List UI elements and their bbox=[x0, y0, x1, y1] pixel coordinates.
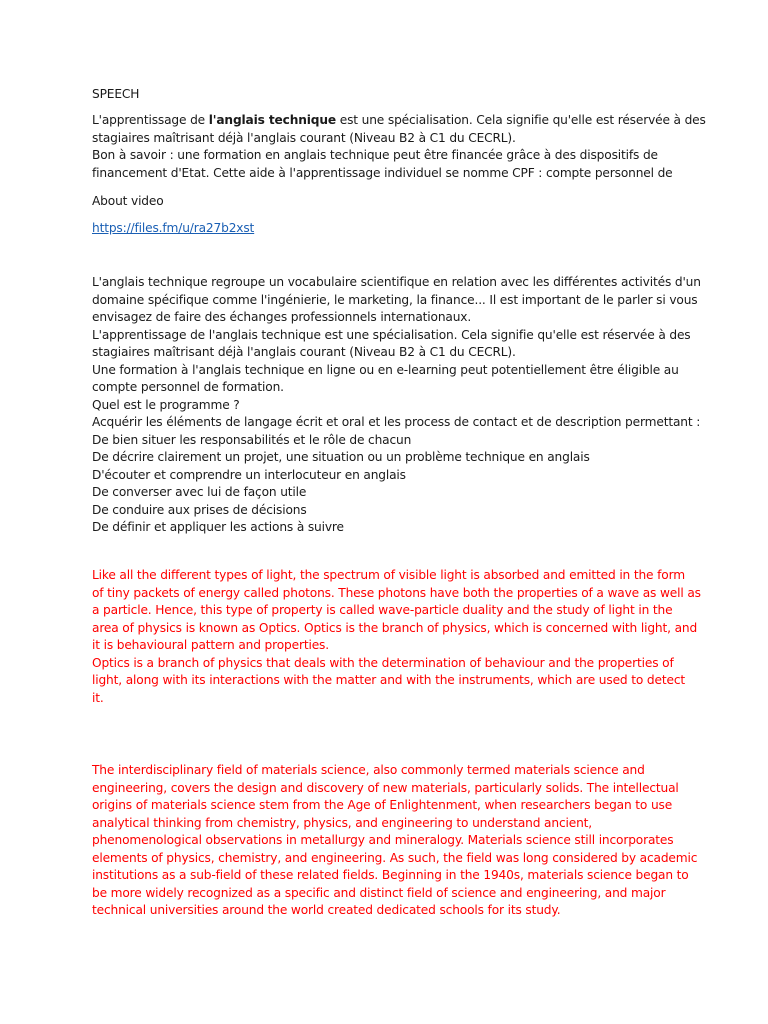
french-line: De converser avec lui de façon utile bbox=[92, 485, 307, 499]
optics-line: of tiny packets of energy called photons. These photons have both the properties of a wave as well as bbox=[92, 585, 701, 600]
optics-line: Like all the different types of light, the spectrum of visible light is absorbed and emitted in the form bbox=[92, 568, 685, 582]
french-line: D'écouter et comprendre un interlocuteur en anglais bbox=[92, 467, 406, 482]
materials-line: analytical thinking from chemistry, physics, and engineering to understand ancient, bbox=[92, 815, 593, 830]
french-line: Une formation à l'anglais technique en ligne ou en e-learning peut potentiellement être éligible au bbox=[92, 362, 679, 377]
french-body-paragraph bbox=[92, 274, 701, 537]
materials-paragraph bbox=[92, 762, 698, 920]
french-line: domaine spécifique comme l'ingénierie, le marketing, la finance... Il est important de le parler si vous bbox=[92, 292, 698, 307]
optics-line: light, along with its interactions with the matter and with the instruments, which are used to detect bbox=[92, 673, 685, 687]
optics-line: a particle. Hence, this type of property is called wave-particle duality and the study of light in the bbox=[92, 603, 673, 617]
about-video-block bbox=[92, 193, 692, 211]
intro-line-1 bbox=[92, 112, 706, 130]
intro-text-before: L'apprentissage de bbox=[92, 113, 209, 127]
french-line: De décrire clairement un projet, une situation ou un problème technique en anglais bbox=[92, 450, 590, 464]
optics-line: it is behavioural pattern and properties. bbox=[92, 638, 329, 652]
french-line: envisagez de faire des échanges professionnels internationaux. bbox=[92, 310, 472, 324]
intro-line: financement d'Etat. Cette aide à l'apprentissage individuel se nomme CPF : compte personnel de bbox=[92, 165, 673, 180]
about-video-label: About video bbox=[92, 194, 164, 208]
speech-heading: SPEECH bbox=[92, 87, 140, 101]
intro-paragraph bbox=[92, 112, 706, 182]
video-link[interactable]: https://files.fm/u/ra27b2xst bbox=[92, 221, 255, 235]
intro-text-after: est une spécialisation. Cela signifie qu'elle est réservée à des bbox=[336, 113, 706, 127]
optics-line: Optics is a branch of physics that deals with the determination of behaviour and the properties of bbox=[92, 655, 674, 670]
speech-heading-block bbox=[92, 86, 692, 104]
french-line: stagiaires maîtrisant déjà l'anglais courant (Niveau B2 à C1 du CECRL). bbox=[92, 345, 516, 359]
french-line: L'anglais technique regroupe un vocabulaire scientifique en relation avec les différentes activités d'un bbox=[92, 275, 701, 289]
intro-line: Bon à savoir : une formation en anglais technique peut être financée grâce à des dispositifs de bbox=[92, 148, 658, 162]
french-line: De conduire aux prises de décisions bbox=[92, 502, 307, 517]
french-line: L'apprentissage de l'anglais technique est une spécialisation. Cela signifie qu'elle est réservée à des bbox=[92, 327, 691, 342]
materials-line: engineering, covers the design and discovery of new materials, particularly solids. The intellectual bbox=[92, 780, 679, 795]
materials-line: institutions as a sub-field of these related fields. Beginning in the 1940s, materials science began to bbox=[92, 868, 689, 882]
optics-paragraph bbox=[92, 567, 701, 707]
materials-line: be more widely recognized as a specific and distinct field of science and engineering, and major bbox=[92, 885, 666, 900]
intro-line: stagiaires maîtrisant déjà l'anglais courant (Niveau B2 à C1 du CECRL). bbox=[92, 130, 516, 145]
optics-line: it. bbox=[92, 690, 104, 705]
materials-line: phenomenological observations in metallurgy and mineralogy. Materials science still incorporates bbox=[92, 833, 674, 847]
materials-line: The interdisciplinary field of materials science, also commonly termed materials science and bbox=[92, 763, 645, 777]
french-line: Quel est le programme ? bbox=[92, 397, 240, 412]
video-link-block bbox=[92, 220, 692, 238]
materials-line: technical universities around the world created dedicated schools for its study. bbox=[92, 903, 561, 917]
optics-line: area of physics is known as Optics. Optics is the branch of physics, which is concerned with light, and bbox=[92, 620, 698, 635]
french-line: compte personnel de formation. bbox=[92, 380, 284, 394]
french-line: Acquérir les éléments de langage écrit et oral et les process de contact et de description permettant : bbox=[92, 415, 701, 429]
materials-line: elements of physics, chemistry, and engineering. As such, the field was long considered by academic bbox=[92, 850, 698, 865]
intro-bold-term: l'anglais technique bbox=[208, 113, 337, 127]
materials-line: origins of materials science stem from the Age of Enlightenment, when researchers began to use bbox=[92, 798, 673, 812]
french-line: De définir et appliquer les actions à suivre bbox=[92, 520, 344, 534]
french-line: De bien situer les responsabilités et le rôle de chacun bbox=[92, 432, 412, 447]
